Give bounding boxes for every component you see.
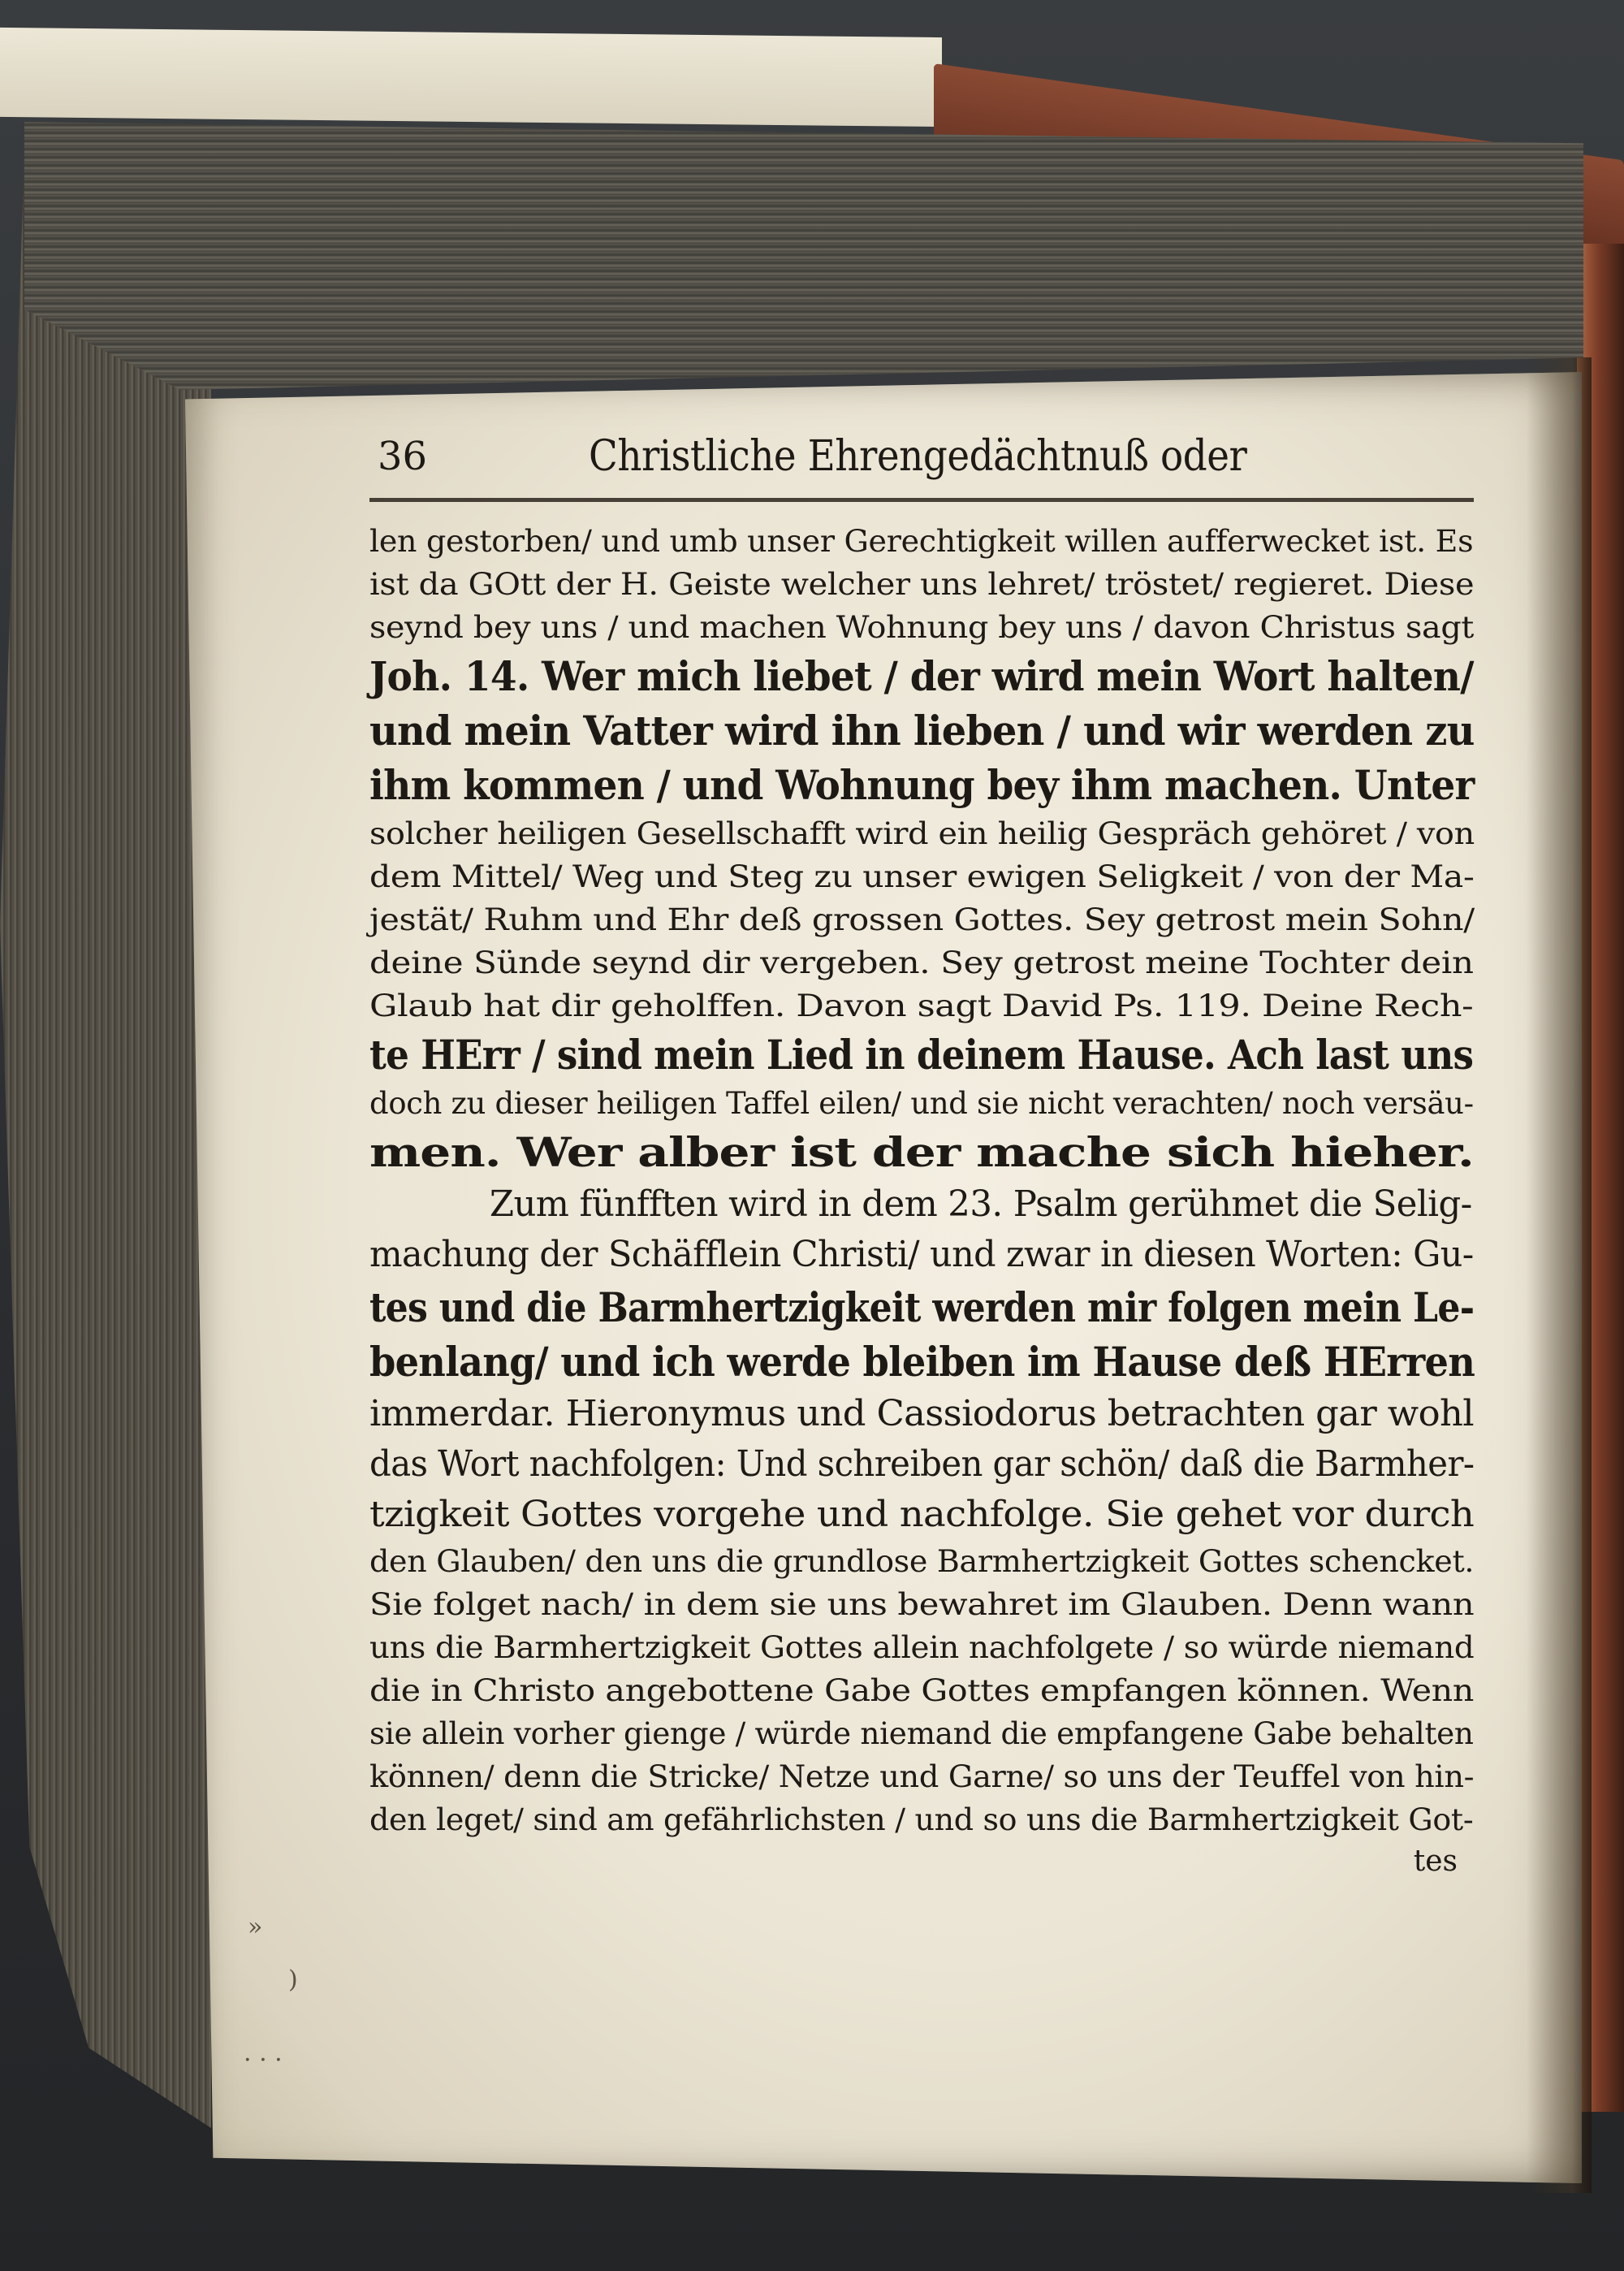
catchword: tes	[1413, 1845, 1458, 1878]
text-line: tes und die Barmhertzigkeit werden mir folgen mein Le-	[369, 1283, 1475, 1331]
text-line: die in Christo angebottene Gabe Gottes empfangen können. Wenn	[369, 1673, 1474, 1708]
text-line: ist da GOtt der H. Geiste welcher uns lehret/ tröstet/ regieret. Diese	[369, 567, 1475, 602]
text-line: den Glauben/ den uns die grundlose Barmhertzigkeit Gottes schencket.	[369, 1544, 1475, 1579]
text-line: solcher heiligen Gesellschafft wird ein heilig Gespräch gehöret / von	[369, 816, 1475, 851]
paper-slip	[0, 28, 942, 127]
text-line: Sie folget nach/ in dem sie uns bewahret im Glauben. Denn wann	[369, 1587, 1475, 1622]
head-rule	[369, 498, 1474, 502]
text-line: doch zu dieser heiligen Taffel eilen/ und sie nicht verachten/ noch versäu-	[369, 1086, 1474, 1121]
text-line: Joh. 14. Wer mich liebet / der wird mein Wort halten/	[369, 652, 1474, 700]
margin-mark: »	[248, 1913, 263, 1941]
text-line: immerdar. Hieronymus und Cassiodorus betrachten gar wohl	[369, 1393, 1474, 1434]
text-line: sie allein vorher gienge / würde niemand die empfangene Gabe behalten	[369, 1716, 1474, 1751]
text-block-top-edge	[24, 122, 1583, 390]
text-line: und mein Vatter wird ihn lieben / und wir werden zu	[369, 707, 1475, 755]
text-line: das Wort nachfolgen: Und schreiben gar schön/ daß die Barmher-	[369, 1443, 1475, 1485]
text-line: benlang/ und ich werde bleiben im Hause deß HErren	[369, 1338, 1475, 1386]
text-line: te HErr / sind mein Lied in deinem Hause. Ach last uns	[369, 1031, 1474, 1079]
page-text	[369, 426, 1490, 1882]
text-line: deine Sünde seynd dir vergeben. Sey getrost meine Tochter dein	[369, 945, 1474, 980]
text-line: seynd bey uns / und machen Wohnung bey uns / davon Christus sagt	[369, 610, 1475, 645]
text-line: können/ denn die Stricke/ Netze und Garne/ so uns der Teuffel von hin-	[369, 1759, 1475, 1794]
page-edges-left	[0, 122, 211, 2128]
text-line: uns die Barmhertzigkeit Gottes allein nachfolgete / so würde niemand	[369, 1630, 1475, 1665]
text-line: men. Wer alber ist der mache sich hieher.	[369, 1128, 1474, 1176]
margin-mark: )	[288, 1966, 298, 1994]
text-line: Zum fünfften wird in dem 23. Psalm gerühmet die Selig-	[489, 1183, 1472, 1225]
text-line: den leget/ sind am gefährlichsten / und so uns die Barmhertzigkeit Got-	[369, 1802, 1474, 1837]
text-line: len gestorben/ und umb unser Gerechtigkeit willen aufferwecket ist. Es	[369, 524, 1474, 559]
running-head-title: Christliche Ehrengedächtnuß oder	[589, 432, 1247, 481]
text-line: ihm kommen / und Wohnung bey ihm machen. Unter	[369, 761, 1475, 809]
text-line: Glaub hat dir geholffen. Davon sagt David Ps. 119. Deine Rech-	[369, 988, 1474, 1023]
margin-mark: . . .	[244, 2039, 283, 2067]
text-line: jestät/ Ruhm und Ehr deß grossen Gottes. Sey getrost mein Sohn/	[369, 902, 1475, 937]
text-line: machung der Schäfflein Christi/ und zwar in diesen Worten: Gu-	[369, 1234, 1474, 1275]
text-lines	[369, 520, 1490, 1841]
running-head	[369, 426, 1490, 487]
text-line: tzigkeit Gottes vorgehe und nachfolge. Sie gehet vor durch	[369, 1494, 1475, 1535]
text-line: dem Mittel/ Weg und Steg zu unser ewigen Seligkeit / von der Ma-	[369, 859, 1475, 894]
page-number: 36	[378, 434, 428, 479]
